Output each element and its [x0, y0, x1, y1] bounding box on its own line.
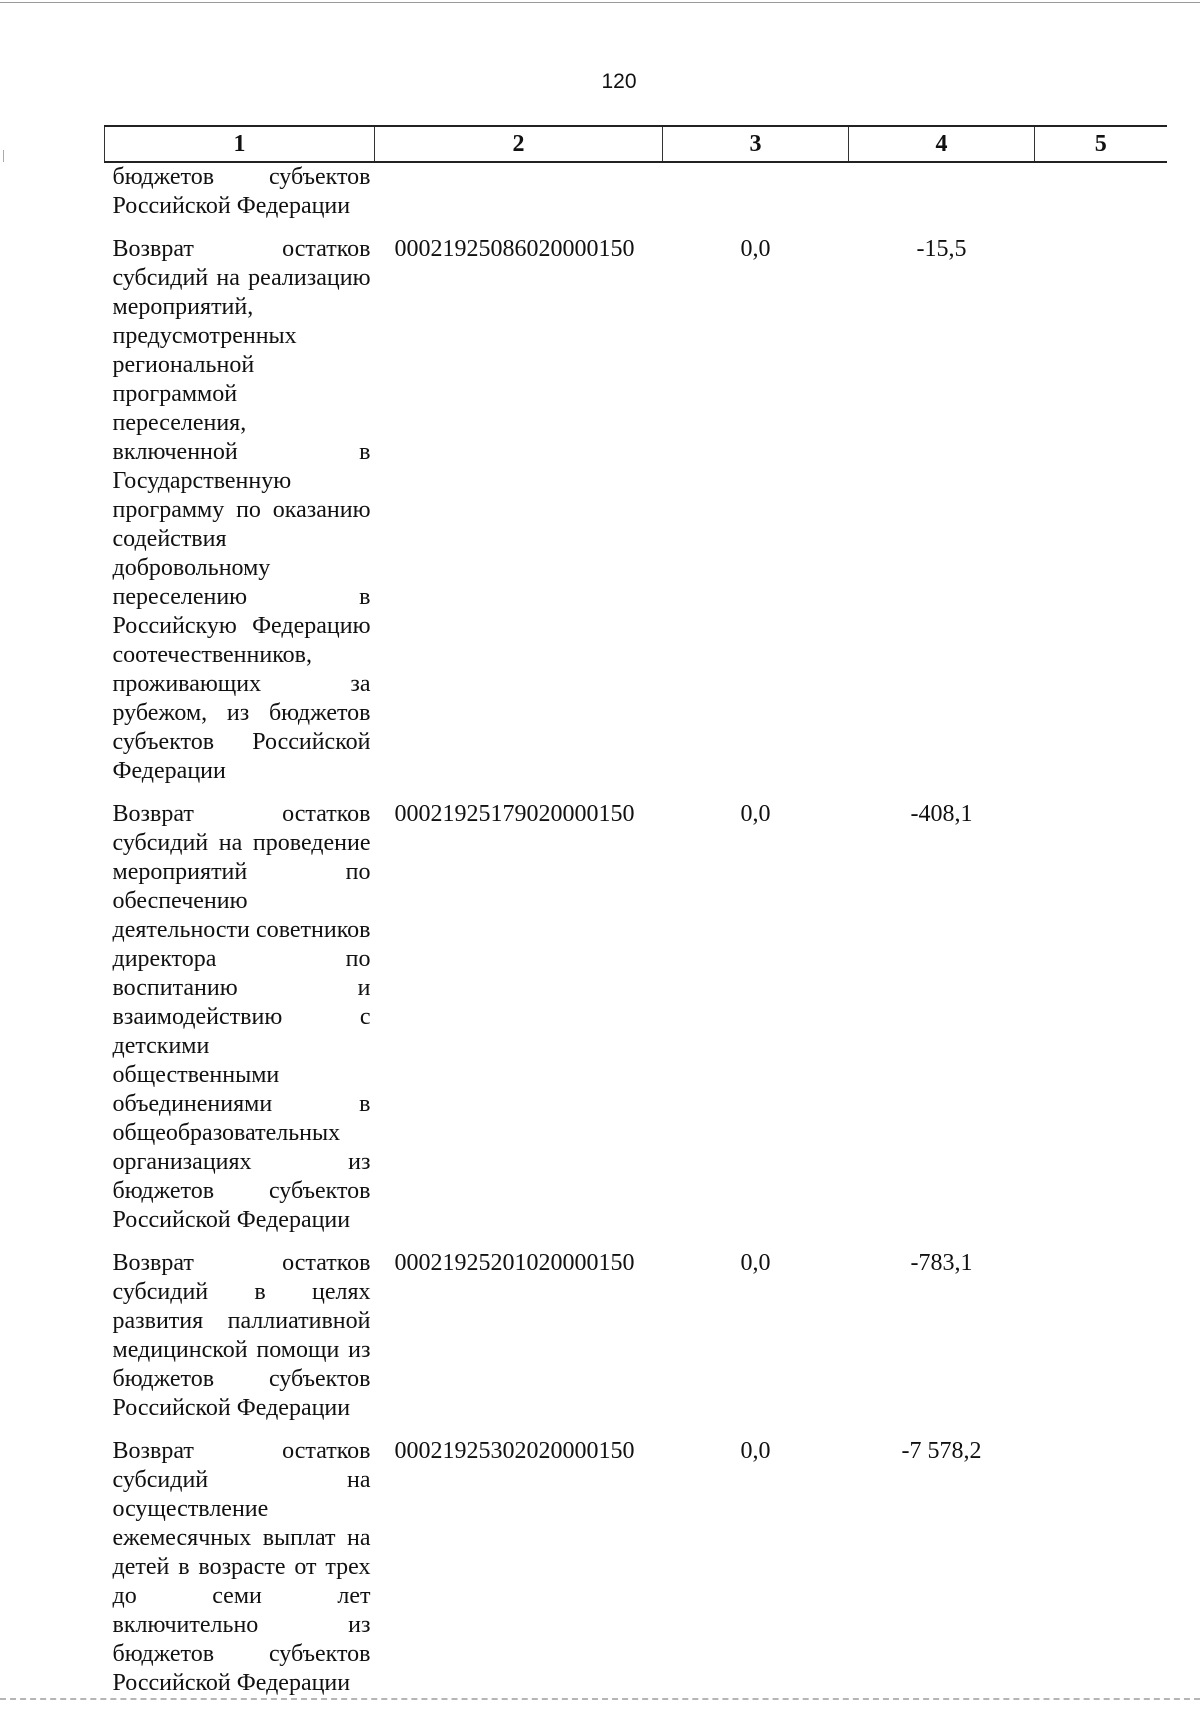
- row-col5: [1035, 235, 1167, 800]
- row-col4: [849, 162, 1035, 235]
- scan-edge-left: [3, 150, 4, 162]
- row-col3: 0,0: [740, 801, 771, 827]
- table-row: [105, 1437, 1167, 1712]
- budget-table: [104, 125, 1167, 1712]
- row-name: Возврат остатков субсидий в целях развития паллиативной медицинской помощи из бюджетов субъектов Российской Федерации: [112, 1250, 371, 1421]
- row-name: бюджетов субъектов Российской Федерации: [112, 164, 371, 219]
- table-row: [105, 162, 1167, 235]
- row-code: 00021925086020000150: [394, 236, 635, 262]
- table-row: [105, 1249, 1167, 1437]
- row-name: Возврат остатков субсидий на реализацию мероприятий, предусмотренных региональной программой переселения, включенной в Государственную программу по оказанию содействия добровольному переселению в Российскую Федерацию соотечественников, проживающих за рубежом, из бюджетов субъектов Российской Федерации: [112, 236, 371, 784]
- scan-edge-top: [0, 2, 1200, 3]
- table-row: [105, 235, 1167, 800]
- header-col-1: 1: [105, 126, 375, 162]
- table-row: [105, 800, 1167, 1249]
- row-col4: -408,1: [910, 801, 973, 827]
- table-body: [105, 162, 1167, 1712]
- row-col5: [1035, 800, 1167, 1249]
- row-code: 00021925201020000150: [394, 1250, 635, 1276]
- row-col5: [1035, 162, 1167, 235]
- table-header: [105, 126, 1167, 162]
- header-col-3: 3: [663, 126, 849, 162]
- header-col-2: 2: [375, 126, 663, 162]
- row-col3: 0,0: [740, 1438, 771, 1464]
- row-col3: 0,0: [740, 1250, 771, 1276]
- row-code: 00021925302020000150: [394, 1438, 635, 1464]
- row-col3: [663, 162, 849, 235]
- row-col5: [1035, 1249, 1167, 1437]
- row-col5: [1035, 1437, 1167, 1712]
- page-number: 120: [601, 70, 637, 93]
- row-code: 00021925179020000150: [394, 801, 635, 827]
- row-name: Возврат остатков субсидий на осуществление ежемесячных выплат на детей в возрасте от трех до семи лет включительно из бюджетов субъектов Российской Федерации: [112, 1438, 371, 1696]
- row-name: Возврат остатков субсидий на проведение мероприятий по обеспечению деятельности советников директора по воспитанию и взаимодействию с детскими общественными объединениями в общеобразовательных организациях из бюджетов субъектов Российской Федерации: [112, 801, 371, 1233]
- row-col4: -783,1: [910, 1250, 973, 1276]
- row-col3: 0,0: [740, 236, 771, 262]
- row-col4: -15,5: [916, 236, 967, 262]
- header-row: [105, 126, 1167, 162]
- row-col4: -7 578,2: [901, 1438, 982, 1464]
- header-col-4: 4: [849, 126, 1035, 162]
- header-col-5: 5: [1035, 126, 1167, 162]
- row-code: [375, 162, 663, 235]
